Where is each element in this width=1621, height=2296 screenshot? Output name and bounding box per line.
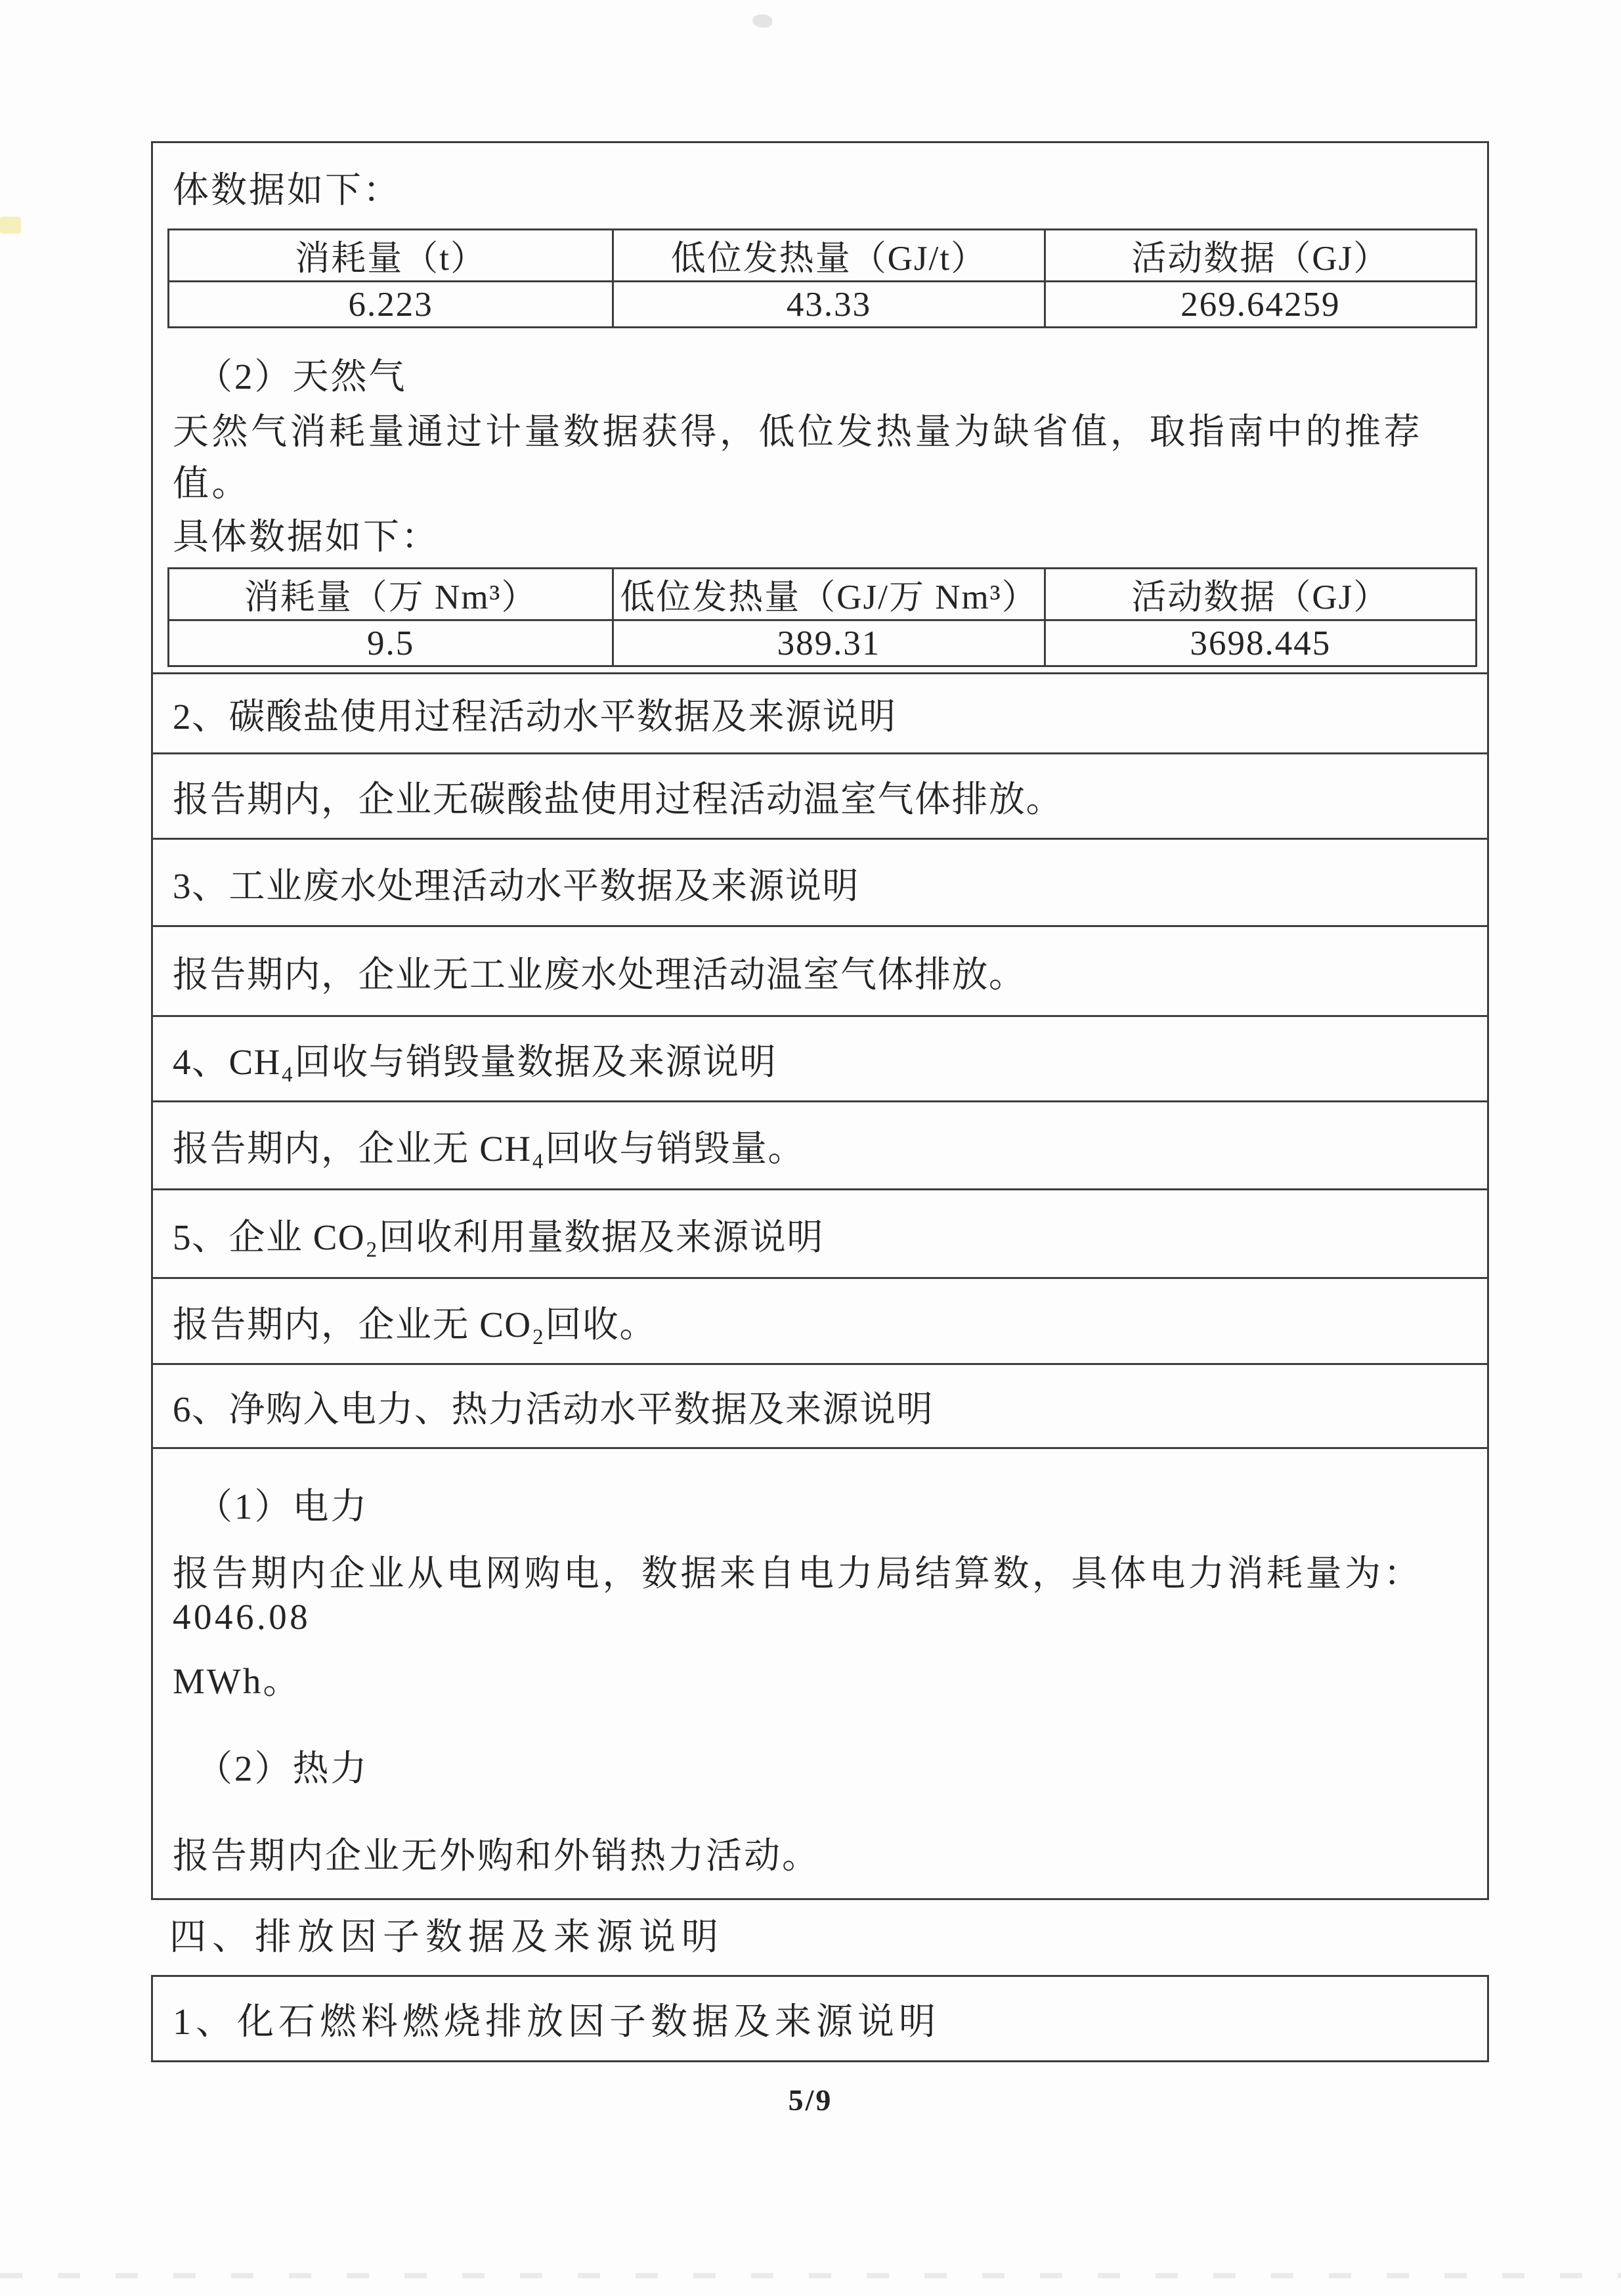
header-heating-value: 低位发热量（GJ/t） (613, 230, 1045, 282)
fossil-fuel-emission-factor-row: 1、化石燃料燃烧排放因子数据及来源说明 (151, 1975, 1489, 2062)
value-consumption: 6.223 (169, 282, 613, 328)
electricity-description-line1: 报告期内企业从电网购电，数据来自电力局结算数，具体电力消耗量为：4046.08 (173, 1553, 1423, 1637)
natural-gas-heading: （2）天然气 (196, 356, 407, 397)
activity-level-data-table (151, 141, 1489, 1900)
section-body-carbonate: 报告期内，企业无碳酸盐使用过程活动温室气体排放。 (153, 752, 1487, 838)
value-heating-value: 43.33 (613, 282, 1045, 328)
section-title-co2-recovery: 5、企业 CO₂回收利用量数据及来源说明 (153, 1188, 1487, 1277)
data-intro-text: 体数据如下： (173, 169, 402, 210)
emission-factor-section-heading: 四、排放因子数据及来源说明 (169, 1917, 724, 1958)
section-body-co2-recovery: 报告期内，企业无 CO₂回收。 (153, 1277, 1487, 1363)
table-header-row (169, 230, 1477, 282)
section-title-ch4-recovery: 4、CH₄回收与销毁量数据及来源说明 (153, 1015, 1487, 1100)
table-header-row (169, 569, 1477, 620)
header-activity-data: 活动数据（GJ） (1045, 569, 1476, 620)
power-heat-detail-section (153, 1447, 1487, 1898)
header-activity-data: 活动数据（GJ） (1045, 230, 1476, 282)
heat-heading: （2）热力 (196, 1748, 369, 1788)
gas-data-intro-text: 具体数据如下： (173, 516, 440, 557)
scan-artifact-smudge (752, 14, 772, 28)
table-value-row (169, 282, 1477, 328)
value-activity-data: 3698.445 (1045, 620, 1476, 666)
electricity-description-line2: MWh。 (173, 1661, 301, 1701)
scan-artifact-noise-band (0, 2273, 1621, 2278)
section-body-ch4-recovery: 报告期内，企业无 CH₄回收与销毁量。 (153, 1100, 1487, 1188)
scan-artifact-yellow-streak (0, 217, 21, 234)
section-title-wastewater: 3、工业废水处理活动水平数据及来源说明 (153, 838, 1487, 925)
value-heating-value: 389.31 (613, 620, 1045, 666)
section-body-wastewater: 报告期内，企业无工业废水处理活动温室气体排放。 (153, 925, 1487, 1015)
value-consumption: 9.5 (169, 620, 613, 666)
header-consumption: 消耗量（t） (169, 230, 613, 282)
natural-gas-data-table (167, 567, 1477, 667)
section-title-purchased-power-heat: 6、净购入电力、热力活动水平数据及来源说明 (153, 1363, 1487, 1447)
table-value-row (169, 620, 1477, 666)
natural-gas-description: 天然气消耗量通过计量数据获得，低位发热量为缺省值，取指南中的推荐值。 (173, 412, 1423, 504)
heat-description: 报告期内企业无外购和外销热力活动。 (173, 1836, 821, 1876)
section-title-carbonate: 2、碳酸盐使用过程活动水平数据及来源说明 (153, 672, 1487, 752)
diesel-data-table (167, 228, 1477, 328)
page-number: 5/9 (788, 2083, 833, 2117)
electricity-heading: （1）电力 (196, 1486, 369, 1527)
header-consumption: 消耗量（万 Nm³） (169, 569, 613, 620)
value-activity-data: 269.64259 (1045, 282, 1476, 328)
fuel-data-section (153, 143, 1487, 672)
header-heating-value: 低位发热量（GJ/万 Nm³） (613, 569, 1045, 620)
